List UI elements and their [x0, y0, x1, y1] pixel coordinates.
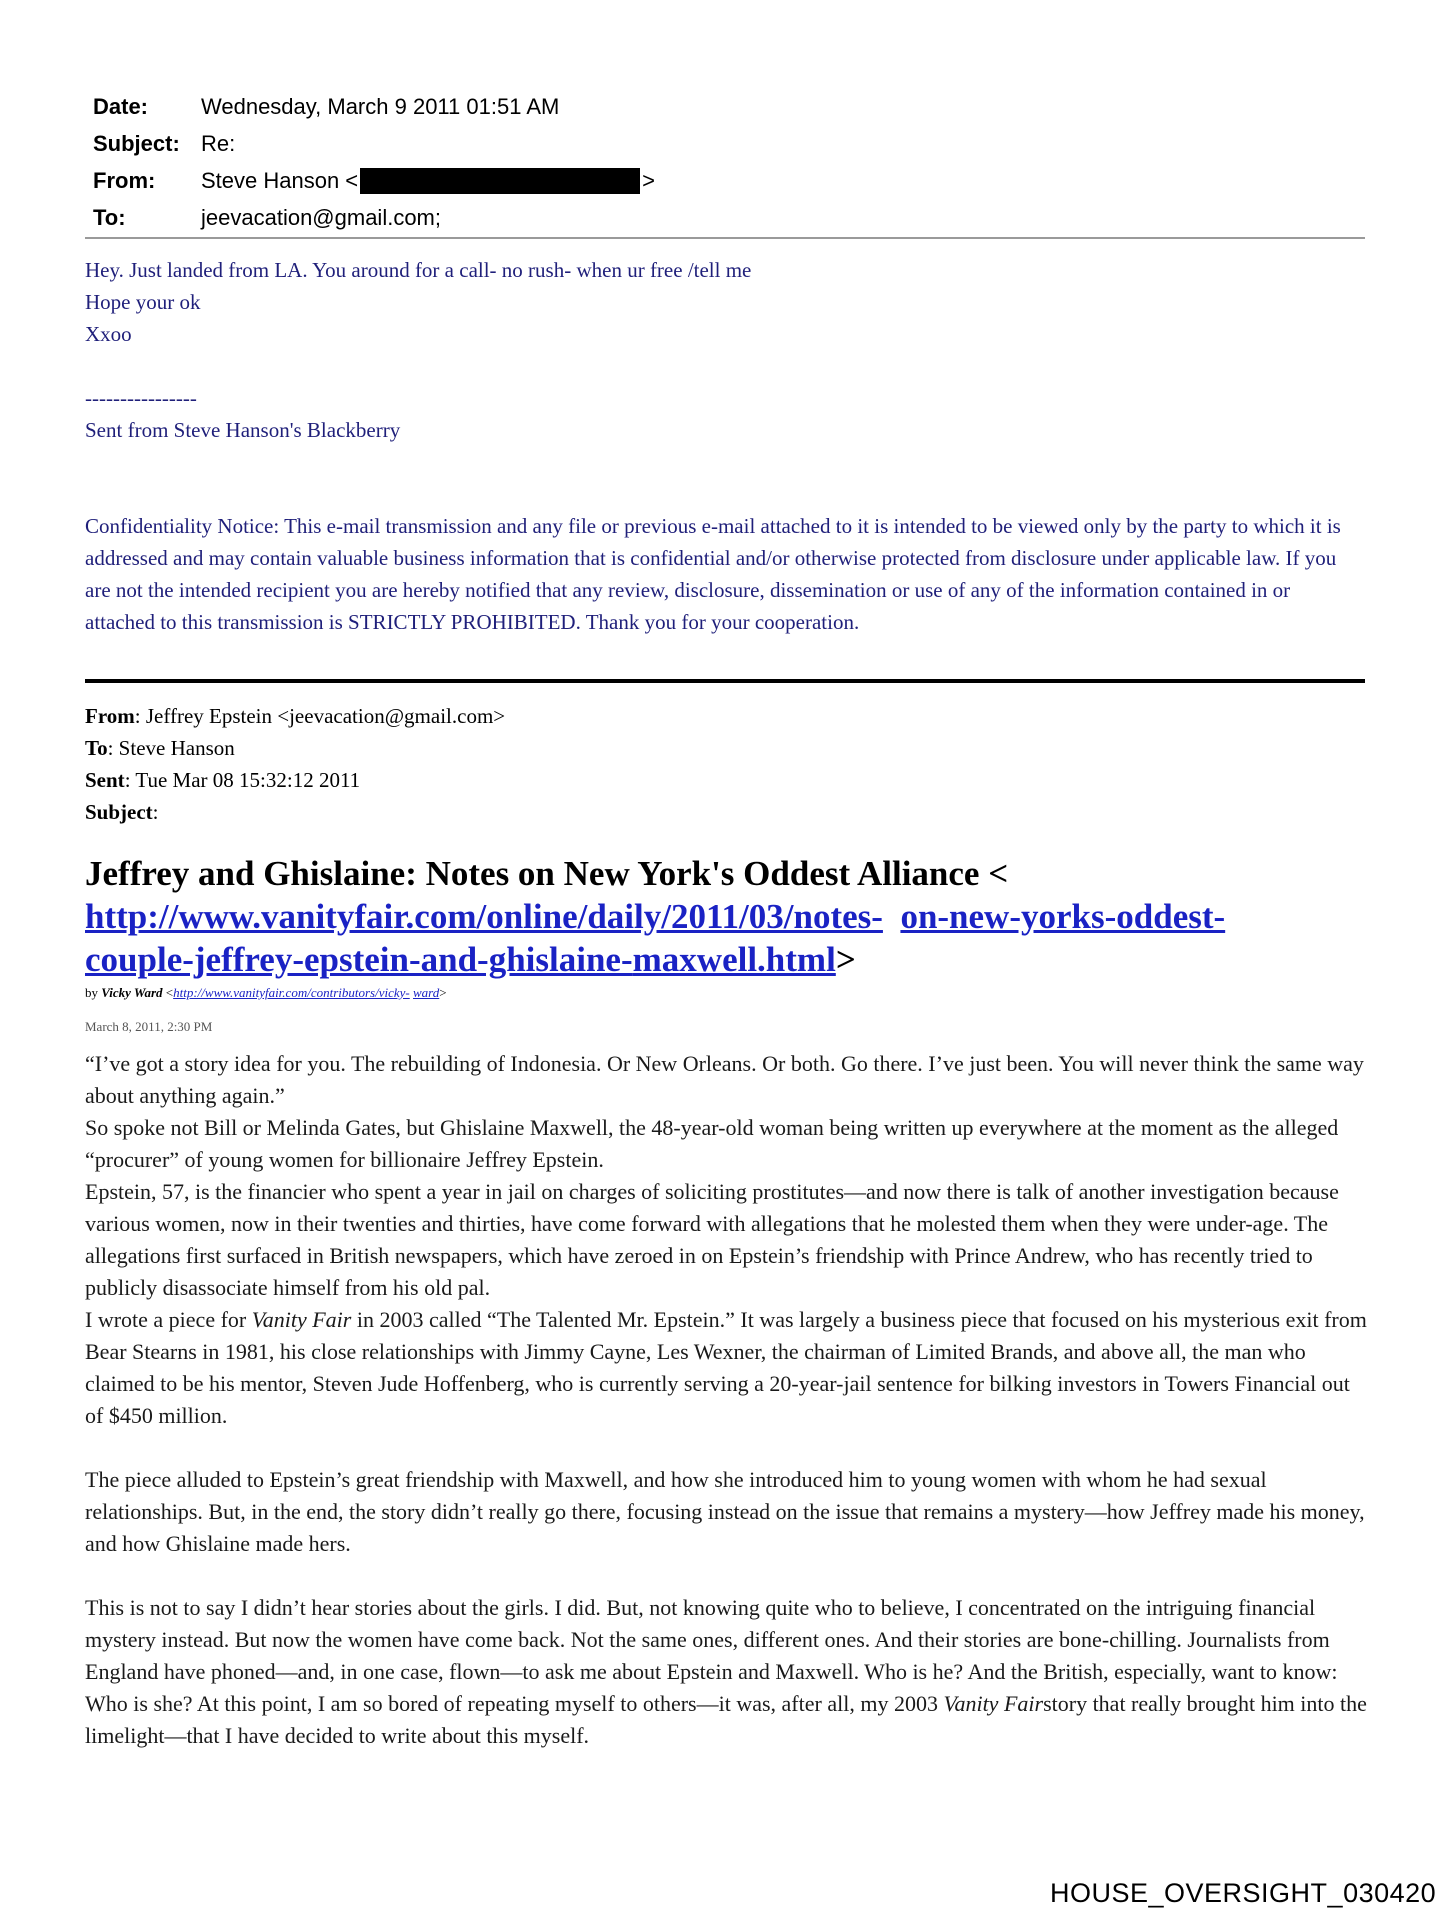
article-title — [85, 852, 1375, 981]
original-message-header — [85, 700, 1365, 828]
redaction-box — [360, 168, 640, 194]
article-title-close: > — [835, 940, 856, 979]
signature: Sent from Steve Hanson's Blackberry — [85, 418, 401, 442]
header-subject-row — [93, 125, 1361, 162]
paragraph-6-em: Vanity Fair — [943, 1691, 1044, 1716]
article-body — [85, 1048, 1370, 1752]
header-to-row — [93, 199, 1361, 236]
article-link-4[interactable]: maxwell.html — [632, 940, 836, 979]
author-link-close: > — [439, 985, 447, 1000]
orig-to-row — [85, 732, 1365, 764]
byline — [85, 985, 447, 1001]
reply-line-3: Xxoo — [85, 322, 132, 346]
article-link-3[interactable]: couple-jeffrey-epstein-and-ghislaine- — [85, 940, 633, 979]
article-link-2[interactable]: on-new-yorks-oddest- — [900, 897, 1226, 936]
bates-number: HOUSE_OVERSIGHT_030420 — [1050, 1878, 1437, 1908]
article-title-text: Jeffrey and Ghislaine: Notes on New York's Oddest Alliance < — [85, 854, 1009, 893]
orig-subject-value: : — [152, 800, 159, 824]
paragraph-6-a: This is not to say I didn’t hear stories about the girls. I did. But, not knowing quite who to believe, I concentrated on the intriguing financial mystery instead. But now the women have come back. Not the same ones, different ones. And their stories are bone-chilling. Journalists from England have phoned—and, in one case, flown—to ask me about Epstein and Maxwell. Who is he? And the British, especially, want to know: Who is she? At this point, I am so bored of repeating myself to others—it was, after all, my 2003 — [85, 1595, 1338, 1716]
email-header — [93, 88, 1361, 236]
header-date-row — [93, 88, 1361, 125]
paragraph-4-a: I wrote a piece for — [85, 1307, 252, 1332]
orig-subject-label: Subject — [85, 800, 153, 824]
date-value: Wednesday, March 9 2011 01:51 AM — [201, 93, 560, 119]
paragraph-3: Epstein, 57, is the financier who spent a year in jail on charges of soliciting prostitutes—and now there is talk of another investigation because various women, now in their twenties and thirties, have come forward with allegations that he molested them when they were under-age. The allegations first surfaced in British newspapers, which have zeroed in on Epstein’s friendship with Prince Andrew, who has recently tried to publicly disassociate himself from his old pal. — [85, 1179, 1339, 1300]
to-value: jeevacation@gmail.com; — [201, 204, 441, 230]
paragraph-5: The piece alluded to Epstein’s great friendship with Maxwell, and how she introduced him to young women with whom he had sexual relationships. But, in the end, the story didn’t really go there, focusing instead on the issue that remains a mystery—how Jeffrey made his money, and how Ghislaine made hers. — [85, 1467, 1365, 1556]
to-label: To: — [93, 204, 126, 230]
paragraph-6 — [85, 1592, 1370, 1752]
paragraph-2: So spoke not Bill or Melinda Gates, but Ghislaine Maxwell, the 48-year-old woman being written up everywhere at the moment as the alleged “procurer” of young women for billionaire Jeffrey Epstein. — [85, 1115, 1339, 1172]
reply-body — [85, 254, 1365, 638]
paragraph-1: “I’ve got a story idea for you. The rebuilding of Indonesia. Or New Orleans. Or both. Go there. I’ve just been. You will never think the same way about anything again.” — [85, 1051, 1364, 1108]
author-link-2[interactable]: ward — [413, 985, 440, 1000]
from-label: From: — [93, 167, 156, 193]
paragraph-4 — [85, 1304, 1370, 1432]
subject-value: Re: — [201, 130, 236, 156]
paragraph-4-em: Vanity Fair — [251, 1307, 352, 1332]
paragraph-4-b: in 2003 called “The Talented Mr. Epstein.” It was largely a business piece that focused on his mysterious exit from Bear Stearns in 1981, his close relationships with Jimmy Cayne, Les Wexner, the chairman of Limited Brands, and above all, the man who claimed to be his mentor, Steven Jude Hoffenberg, who is currently serving a 20-year-jail sentence for bilking investors in Towers Financial out of $450 million. — [85, 1307, 1367, 1428]
orig-subject-row — [85, 796, 1365, 828]
orig-sent-value: : Tue Mar 08 15:32:12 2011 — [124, 768, 361, 792]
orig-sent-label: Sent — [85, 768, 125, 792]
from-close: > — [642, 167, 656, 193]
author-link-1[interactable]: http://www.vanityfair.com/contributors/vicky- — [173, 985, 410, 1000]
from-value: Steve Hanson < — [201, 167, 359, 193]
reply-line-1: Hey. Just landed from LA. You around for a call- no rush- when ur free /tell me — [85, 258, 752, 282]
orig-from-label: From — [85, 704, 135, 728]
reply-line-2: Hope your ok — [85, 290, 201, 314]
orig-from-row — [85, 700, 1365, 732]
byline-prefix: by — [85, 985, 102, 1000]
author-link-open: < — [162, 985, 174, 1000]
message-divider — [85, 679, 1365, 683]
orig-from-value: : Jeffrey Epstein <jeevacation@gmail.com> — [134, 704, 506, 728]
date-label: Date: — [93, 93, 149, 119]
orig-to-label: To — [85, 736, 108, 760]
header-from-row — [93, 162, 1361, 199]
subject-label: Subject: — [93, 130, 180, 156]
confidentiality-notice: Confidentiality Notice: This e-mail transmission and any file or previous e-mail attached to it is intended to be viewed only by the party to which it is addressed and may contain valuable business information that is confidential and/or otherwise protected from disclosure under applicable law. If you are not the intended recipient you are hereby notified that any review, disclosure, dissemination or use of any of the information contained in or attached to this transmission is STRICTLY PROHIBITED. Thank you for your cooperation. — [85, 514, 1341, 634]
orig-to-value: : Steve Hanson — [107, 736, 235, 760]
article-dateline: March 8, 2011, 2:30 PM — [85, 1019, 213, 1034]
paragraph-6-b: story that really brought him into the limelight—that I have decided to write about this myself. — [85, 1691, 1367, 1748]
header-divider — [85, 237, 1365, 239]
signature-separator: ---------------- — [85, 386, 197, 410]
author-name: Vicky Ward — [101, 985, 163, 1000]
orig-sent-row — [85, 764, 1365, 796]
article-link-1[interactable]: http://www.vanityfair.com/online/daily/2011/03/notes- — [85, 897, 883, 936]
